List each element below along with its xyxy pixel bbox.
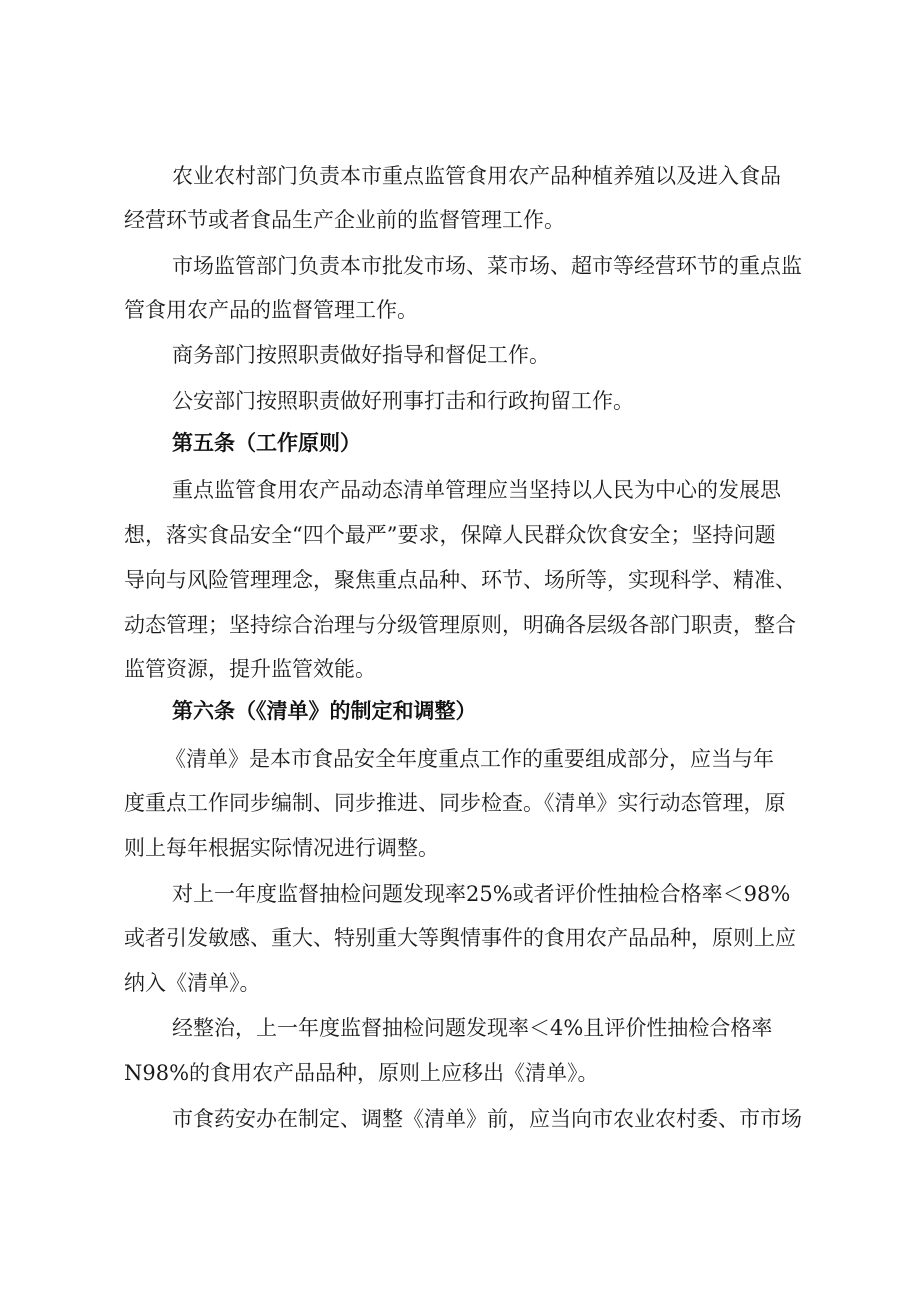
paragraph-line: 市食药安办在制定、调整《清单》前，应当向市农业农村委、市市场	[172, 1107, 802, 1131]
paragraph-line: 经整治，上一年度监督抽检问题发现率＜4%且评价性抽检合格率	[172, 1016, 773, 1040]
paragraph-line: N98%的食用农产品品种，原则上应移出《清单》。	[124, 1061, 599, 1085]
paragraph-line: 动态管理；坚持综合治理与分级管理原则，明确各层级各部门职责，整合	[124, 613, 796, 637]
paragraph-line: 纳入《清单》。	[124, 971, 261, 995]
paragraph-line: 导向与风险管理理念，聚焦重点品种、环节、场所等，实现科学、精准、	[124, 568, 796, 592]
paragraph-line: 经营环节或者食品生产企业前的监督管理工作。	[124, 208, 565, 232]
paragraph-line: 对上一年度监督抽检问题发现率25%或者评价性抽检合格率＜98%	[172, 882, 791, 906]
paragraph-line: 重点监管食用农产品动态清单管理应当坚持以人民为中心的发展思	[172, 478, 781, 502]
paragraph-line: 或者引发敏感、重大、特别重大等舆情事件的食用农产品品种，原则上应	[124, 926, 796, 950]
paragraph-line: 管食用农产品的监督管理工作。	[124, 298, 418, 322]
paragraph-line: 市场监管部门负责本市批发市场、菜市场、超市等经营环节的重点监	[172, 254, 802, 278]
paragraph-line: 《清单》是本市食品安全年度重点工作的重要组成部分，应当与年	[165, 747, 774, 771]
section-heading-article-5: 第五条（工作原则）	[172, 431, 361, 455]
section-heading-article-6: 第六条（《清单》的制定和调整）	[172, 699, 477, 723]
paragraph-line: 想，落实食品安全“四个最严”要求，保障人民群众饮食安全；坚持问题	[124, 523, 776, 547]
paragraph-line: 度重点工作同步编制、同步推进、同步检查。《清单》实行动态管理，原	[124, 791, 786, 815]
paragraph-line: 农业农村部门负责本市重点监管食用农产品种植养殖以及进入食品	[172, 164, 781, 188]
paragraph-line: 商务部门按照职责做好指导和督促工作。	[172, 343, 550, 367]
paragraph-line: 公安部门按照职责做好刑事打击和行政拘留工作。	[172, 389, 634, 413]
paragraph-line: 则上每年根据实际情况进行调整。	[124, 836, 439, 860]
paragraph-line: 监管资源，提升监管效能。	[124, 657, 376, 681]
